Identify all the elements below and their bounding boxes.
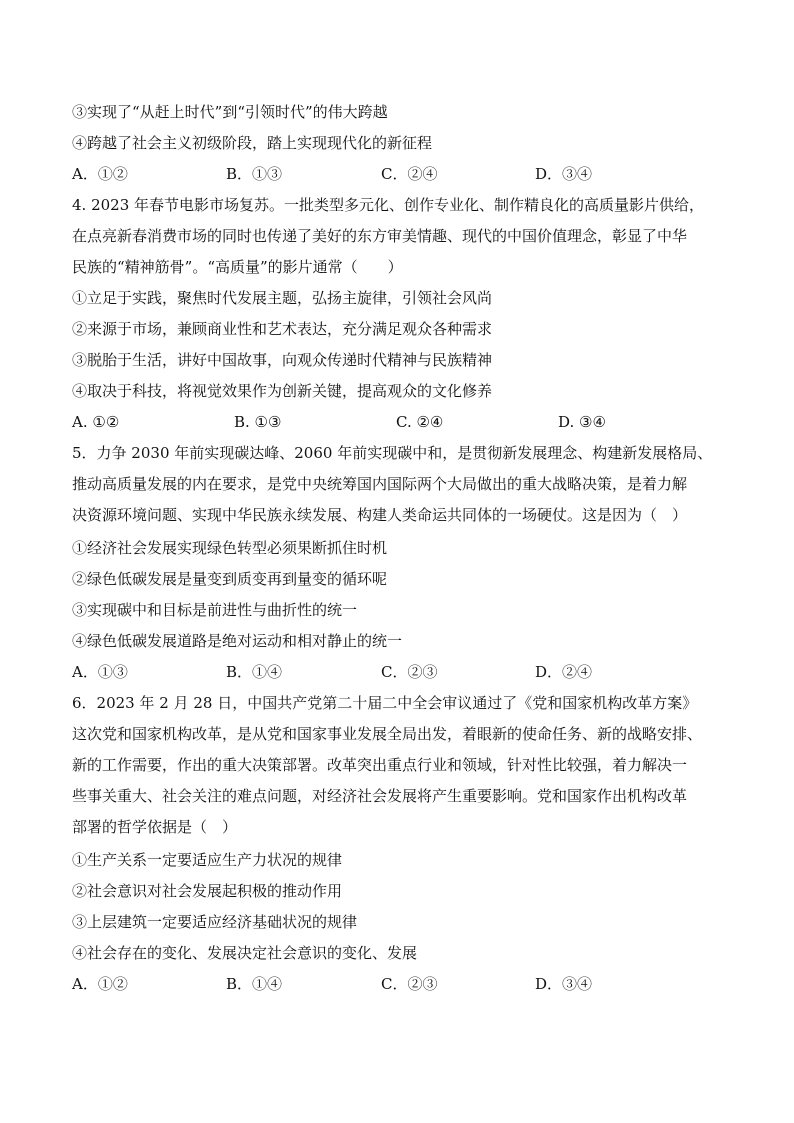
q3-options — [72, 164, 732, 184]
q6-option-b: B．①④ — [226, 975, 283, 993]
q3-option-d: D．③④ — [535, 165, 593, 183]
q6-option-a: A．①② — [72, 975, 128, 993]
q4-item-1: ①立足于实践，聚焦时代发展主题，弘扬主旋律，引领社会风尚 — [72, 289, 493, 307]
q5-item-2: ②绿色低碳发展是量变到质变再到量变的循环呢 — [72, 570, 388, 588]
q5-item-3: ③实现碳中和目标是前进性与曲折性的统一 — [72, 601, 358, 619]
q5-option-d: D．②④ — [535, 663, 593, 681]
q5-stem-line-3: 决资源环境问题、实现中华民族永续发展、构建人类命运共同体的一场硬仗。这是因为（ ） — [72, 506, 688, 524]
q6-item-3: ③上层建筑一定要适应经济基础状况的规律 — [72, 913, 358, 931]
q6-item-1: ①生产关系一定要适应生产力状况的规律 — [72, 851, 343, 869]
q4-item-2: ②来源于市场，兼顾商业性和艺术表达，充分满足观众各种需求 — [72, 320, 493, 338]
q5-item-1: ①经济社会发展实现绿色转型必须果断抓住时机 — [72, 539, 388, 557]
q5-options — [72, 662, 732, 682]
q6-stem-line-1: 6．2023 年 2 月 28 日，中国共产党第二十届二中全会审议通过了《党和国家机构改革方案》 — [72, 694, 698, 712]
q4-stem-line-1: 4. 2023 年春节电影市场复苏。一批类型多元化、创作专业化、制作精良化的高质量影片供给， — [72, 196, 705, 214]
q3-item-3: ③实现了“从赶上时代”到“引领时代”的伟大跨越 — [72, 103, 388, 121]
q4-option-c: C. ②④ — [396, 413, 444, 431]
q5-option-b: B．①④ — [226, 663, 283, 681]
q3-option-b: B．①③ — [226, 165, 283, 183]
q4-option-a: A. ①② — [72, 413, 120, 431]
q4-options — [72, 412, 732, 432]
q6-stem-line-2: 这次党和国家机构改革，是从党和国家事业发展全局出发，着眼新的使命任务、新的战略安排、 — [72, 725, 703, 743]
q3-option-a: A．①② — [72, 165, 128, 183]
q4-item-3: ③脱胎于生活，讲好中国故事，向观众传递时代精神与民族精神 — [72, 351, 493, 369]
q3-option-c: C．②④ — [381, 165, 438, 183]
q4-option-b: B. ①③ — [234, 413, 282, 431]
q6-item-4: ④社会存在的变化、发展决定社会意识的变化、发展 — [72, 944, 418, 962]
q4-option-d: D. ③④ — [558, 413, 606, 431]
q6-stem-line-3: 新的工作需要，作出的重大决策部署。改革突出重点行业和领域，针对性比较强，着力解决一 — [72, 756, 688, 774]
q5-stem-line-2: 推动高质量发展的内在要求，是党中央统筹国内国际两个大局做出的重大战略决策，是着力解 — [72, 475, 688, 493]
q4-stem-line-3: 民族的“精神筋骨”。“高质量”的影片通常（ ） — [72, 258, 403, 276]
q6-item-2: ②社会意识对社会发展起积极的推动作用 — [72, 882, 343, 900]
q5-option-c: C．②③ — [381, 663, 438, 681]
q4-item-4: ④取决于科技，将视觉效果作为创新关键，提高观众的文化修养 — [72, 382, 493, 400]
q5-stem-line-1: 5．力争 2030 年前实现碳达峰、2060 年前实现碳中和，是贯彻新发展理念、构建新发展格局、 — [72, 444, 713, 462]
q6-options — [72, 974, 732, 994]
q6-stem-line-5: 部署的哲学依据是（ ） — [72, 818, 238, 836]
q3-item-4: ④跨越了社会主义初级阶段，踏上实现现代化的新征程 — [72, 134, 433, 152]
q5-option-a: A．①③ — [72, 663, 128, 681]
q4-stem-line-2: 在点亮新春消费市场的同时也传递了美好的东方审美情趣、现代的中国价值理念，彰显了中华 — [72, 227, 688, 245]
q5-item-4: ④绿色低碳发展道路是绝对运动和相对静止的统一 — [72, 632, 403, 650]
q6-option-c: C．②③ — [381, 975, 438, 993]
q6-option-d: D．③④ — [535, 975, 593, 993]
q6-stem-line-4: 些事关重大、社会关注的难点问题，对经济社会发展将产生重要影响。党和国家作出机构改革 — [72, 787, 688, 805]
